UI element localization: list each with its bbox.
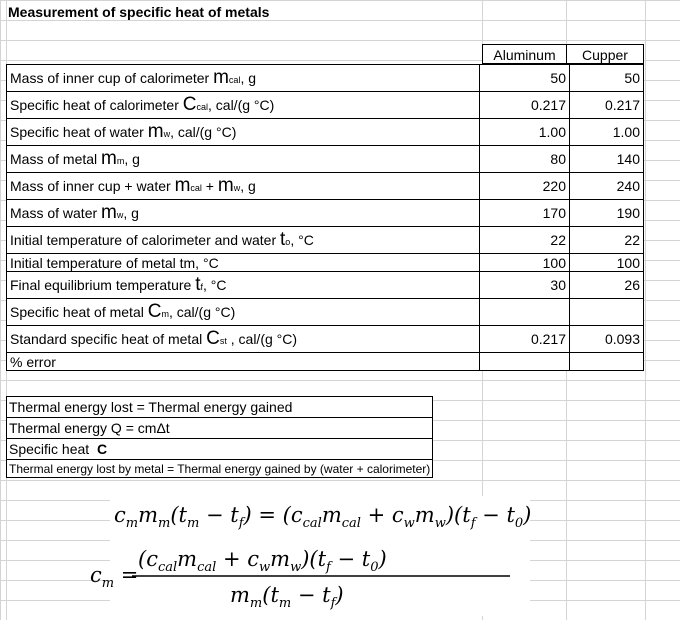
table-row — [7, 146, 644, 173]
formula-lhs: $c_m$ = — [90, 563, 139, 591]
table-row — [7, 92, 644, 119]
cupper-value-cell[interactable]: 190 — [570, 200, 644, 227]
table-row — [7, 326, 644, 353]
row-label-cell[interactable]: Specific heat of metal Cm, cal/(g °C) — [7, 299, 480, 326]
cupper-value-cell[interactable] — [570, 353, 644, 371]
formula-numerator: $(c_{cal}m_{cal} + c_wm_w)(t_f - t_0)$ — [138, 547, 387, 575]
row-label-cell[interactable]: Standard specific heat of metal Cst , cal/(g °C) — [7, 326, 480, 353]
gridline — [0, 480, 680, 481]
cupper-value-cell[interactable] — [570, 299, 644, 326]
note-cell[interactable]: Thermal energy Q = cmΔt — [7, 418, 433, 439]
formula-line-1: $c_mm_m(t_m - t_f) = (c_{cal}m_{cal} + c_wm_w)(t_f - t_0)$ — [114, 503, 532, 531]
row-label-cell[interactable]: Mass of water mw, g — [7, 200, 480, 227]
table-row — [7, 254, 644, 272]
table-row — [7, 227, 644, 254]
note-cell[interactable]: Specific heat C — [7, 439, 433, 460]
row-label-cell[interactable]: Mass of metal mm, g — [7, 146, 480, 173]
cupper-value-cell[interactable]: 240 — [570, 173, 644, 200]
row-label-cell[interactable]: Initial temperature of calorimeter and water to, °C — [7, 227, 480, 254]
note-cell[interactable]: Thermal energy lost = Thermal energy gained — [7, 397, 433, 418]
cupper-value-cell[interactable]: 22 — [570, 227, 644, 254]
row-label-cell[interactable]: Specific heat of water mw, cal/(g °C) — [7, 119, 480, 146]
table-row — [7, 272, 644, 299]
row-label-cell[interactable]: Initial temperature of metal tm, °C — [7, 254, 480, 272]
sheet-title[interactable]: Measurement of specific heat of metals — [8, 4, 270, 20]
aluminum-value-cell[interactable]: 50 — [480, 65, 570, 92]
formula-denominator: $m_m(t_m - t_f)$ — [230, 583, 344, 611]
aluminum-value-cell[interactable]: 170 — [480, 200, 570, 227]
aluminum-value-cell[interactable]: 220 — [480, 173, 570, 200]
table-row — [7, 200, 644, 227]
cupper-value-cell[interactable]: 50 — [570, 65, 644, 92]
table-row — [7, 299, 644, 326]
gridline — [0, 40, 680, 41]
row-label-cell[interactable]: Mass of inner cup of calorimeter mcal, g — [7, 65, 480, 92]
aluminum-value-cell[interactable]: 100 — [480, 254, 570, 272]
aluminum-value-cell[interactable]: 30 — [480, 272, 570, 299]
cupper-value-cell[interactable]: 1.00 — [570, 119, 644, 146]
table-row — [7, 353, 644, 371]
aluminum-value-cell[interactable]: 1.00 — [480, 119, 570, 146]
aluminum-value-cell[interactable]: 0.217 — [480, 92, 570, 119]
gridline — [645, 0, 646, 620]
cupper-value-cell[interactable]: 0.093 — [570, 326, 644, 353]
table-row — [7, 65, 644, 92]
row-label-cell[interactable]: Specific heat of calorimeter Ccal, cal/(g °C) — [7, 92, 480, 119]
cupper-value-cell[interactable]: 140 — [570, 146, 644, 173]
gridline — [0, 380, 680, 381]
column-header-aluminum[interactable]: Aluminum — [482, 44, 567, 64]
cupper-value-cell[interactable]: 26 — [570, 272, 644, 299]
gridline — [0, 20, 680, 21]
row-label-cell[interactable]: Mass of inner cup + water mcal + mw, g — [7, 173, 480, 200]
note-cell[interactable]: Thermal energy lost by metal = Thermal energy gained by (water + calorimeter) — [7, 460, 433, 478]
row-label-cell[interactable]: Final equilibrium temperature tf, °C — [7, 272, 480, 299]
aluminum-value-cell[interactable]: 0.217 — [480, 326, 570, 353]
table-row — [7, 119, 644, 146]
cupper-value-cell[interactable]: 0.217 — [570, 92, 644, 119]
gridline — [0, 0, 680, 1]
aluminum-value-cell[interactable] — [480, 299, 570, 326]
aluminum-value-cell[interactable]: 80 — [480, 146, 570, 173]
table-row — [7, 173, 644, 200]
specific-heat-formula — [90, 496, 532, 616]
cupper-value-cell[interactable]: 100 — [570, 254, 644, 272]
aluminum-value-cell[interactable]: 22 — [480, 227, 570, 254]
column-header-cupper[interactable]: Cupper — [566, 44, 644, 64]
notes-block — [6, 396, 433, 478]
aluminum-value-cell[interactable] — [480, 353, 570, 371]
row-label-cell[interactable]: % error — [7, 353, 480, 371]
data-table — [6, 64, 644, 371]
